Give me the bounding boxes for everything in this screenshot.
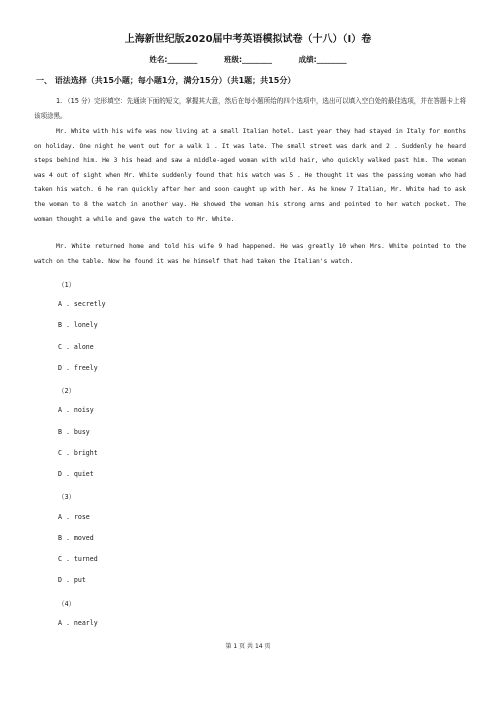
question-number: （4） bbox=[58, 600, 76, 608]
option-1d[interactable]: D . freely bbox=[58, 364, 98, 372]
page-footer: 第 1 页 共 14 页 bbox=[225, 643, 271, 650]
question-number: （1） bbox=[58, 281, 76, 289]
option-2d[interactable]: D . quiet bbox=[58, 470, 94, 478]
question-intro: 1. （15 分）完形填空：先通读下面的短文，掌握其大意，然后在每小题所给的四个选项中，选出可以填入空白处的最佳选项，并在答题卡上将该项涂黑。 bbox=[34, 97, 466, 120]
option-2c[interactable]: C . bright bbox=[58, 449, 98, 457]
option-1b[interactable]: B . lonely bbox=[58, 321, 98, 329]
option-3c[interactable]: C . turned bbox=[58, 555, 98, 563]
option-1c[interactable]: C . alone bbox=[58, 343, 94, 351]
question-number: （3） bbox=[58, 493, 76, 501]
question-number: （2） bbox=[58, 387, 76, 395]
option-1a[interactable]: A . secretly bbox=[58, 300, 106, 308]
option-4a[interactable]: A . nearly bbox=[58, 619, 98, 627]
name-field[interactable]: 姓名:________ bbox=[149, 55, 198, 64]
option-3a[interactable]: A . rose bbox=[58, 513, 90, 521]
score-field[interactable]: 成绩:________ bbox=[298, 55, 347, 64]
section-heading: 一、 语法选择（共15小题；每小题1分，满分15分）（共1题；共15分） bbox=[36, 76, 296, 85]
option-3b[interactable]: B . moved bbox=[58, 534, 94, 542]
option-3d[interactable]: D . put bbox=[58, 576, 86, 584]
class-field[interactable]: 班级:________ bbox=[224, 55, 272, 64]
passage-paragraph-1: Mr. White with his wife was now living at a small Italian hotel. Last year they had stayed in Italy for months on holiday. One night he went out for a walk 1 . It was late. The small street was dark and 2 . Suddenly he heard steps behind him. He 3 his head and saw a middle-aged woman with wild hair, who quickly walked past him. The woman was 4 out of sight when Mr. White suddenly found that his watch was 5 . He thought it was the passing woman who had taken his watch. 6 he ran quickly after her and soon caught up with her. As he knew 7 Italian, Mr. White had to ask the woman to 8 the watch in another way. He showed the woman his strong arms and pointed to her watch pocket. The woman thought a while and gave the watch to Mr. White. bbox=[34, 128, 466, 223]
student-info-row bbox=[0, 54, 496, 65]
passage-paragraph-2: Mr. White returned home and told his wife 9 had happened. He was greatly 10 when Mrs. White pointed to the watch on the table. Now he found it was he himself that had taken the Italian's watch. bbox=[34, 243, 466, 265]
option-2a[interactable]: A . noisy bbox=[58, 406, 94, 414]
exam-title: 上海新世纪版2020届中考英语模拟试卷（十八）（I）卷 bbox=[124, 34, 372, 45]
option-2b[interactable]: B . busy bbox=[58, 428, 90, 436]
